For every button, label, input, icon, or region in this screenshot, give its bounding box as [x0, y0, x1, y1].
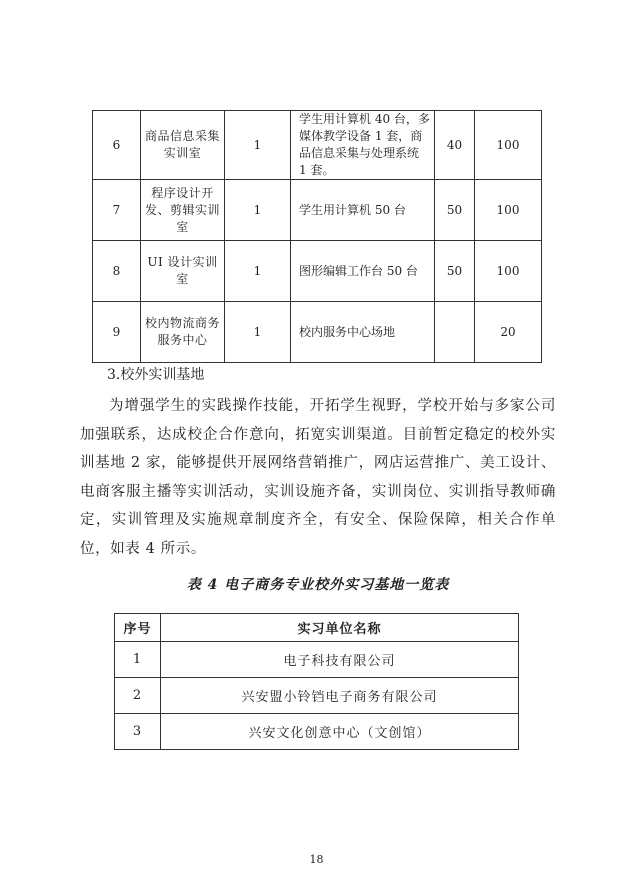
paragraph-text: 为增强学生的实践操作技能，开拓学生视野，学校开始与多家公司加强联系，达成校企合作意向，拓宽实训渠道。目前暂定稳定的校外实训基地 2 家，能够提供开展网络营销推广，网店运营推广、美工设计、电商客服主播等实训活动，实训设施齐备，实训岗位、实训指导教师确定，实训管理及实施规章制度齐全，有安全、保险保障，相关合作单位，如表 4 所示。 [80, 398, 556, 557]
room-capacity: 100 [475, 111, 542, 180]
table-row [115, 714, 519, 750]
room-equipment: 校内服务中心场地 [291, 302, 435, 363]
room-count: 1 [225, 241, 291, 302]
room-stations [435, 302, 475, 363]
row-number: 2 [115, 678, 161, 714]
table-row [93, 241, 542, 302]
room-name: 商品信息采集实训室 [141, 111, 225, 180]
room-equipment: 学生用计算机 40 台，多媒体教学设备 1 套，商品信息采集与处理系统 1 套。 [291, 111, 435, 180]
table-header-row [115, 614, 519, 642]
room-name: 校内物流商务服务中心 [141, 302, 225, 363]
room-capacity: 100 [475, 241, 542, 302]
room-capacity: 100 [475, 180, 542, 241]
room-stations: 40 [435, 111, 475, 180]
room-count: 1 [225, 111, 291, 180]
unit-name: 电子科技有限公司 [161, 642, 519, 678]
room-count: 1 [225, 180, 291, 241]
room-capacity: 20 [475, 302, 542, 363]
table-row [115, 642, 519, 678]
body-paragraph [80, 392, 556, 563]
unit-name: 兴安文化创意中心（文创馆） [161, 714, 519, 750]
row-number: 6 [93, 111, 141, 180]
table-caption: 表 4 电子商务专业校外实习基地一览表 [186, 577, 450, 593]
room-stations: 50 [435, 180, 475, 241]
external-base-table [114, 613, 519, 750]
table-row [93, 180, 542, 241]
room-equipment: 图形编辑工作台 50 台 [291, 241, 435, 302]
table-row [115, 678, 519, 714]
room-stations: 50 [435, 241, 475, 302]
room-equipment: 学生用计算机 50 台 [291, 180, 435, 241]
table-row [93, 111, 542, 180]
header-unit-name: 实习单位名称 [161, 614, 519, 642]
row-number: 7 [93, 180, 141, 241]
unit-name: 兴安盟小铃铛电子商务有限公司 [161, 678, 519, 714]
section-heading: 3.校外实训基地 [107, 367, 205, 383]
room-name: 程序设计开发、剪辑实训室 [141, 180, 225, 241]
room-name: UI 设计实训室 [141, 241, 225, 302]
training-room-table [92, 110, 542, 363]
row-number: 3 [115, 714, 161, 750]
room-count: 1 [225, 302, 291, 363]
row-number: 9 [93, 302, 141, 363]
page-number: 18 [309, 853, 324, 866]
header-number: 序号 [115, 614, 161, 642]
table-row [93, 302, 542, 363]
row-number: 1 [115, 642, 161, 678]
row-number: 8 [93, 241, 141, 302]
